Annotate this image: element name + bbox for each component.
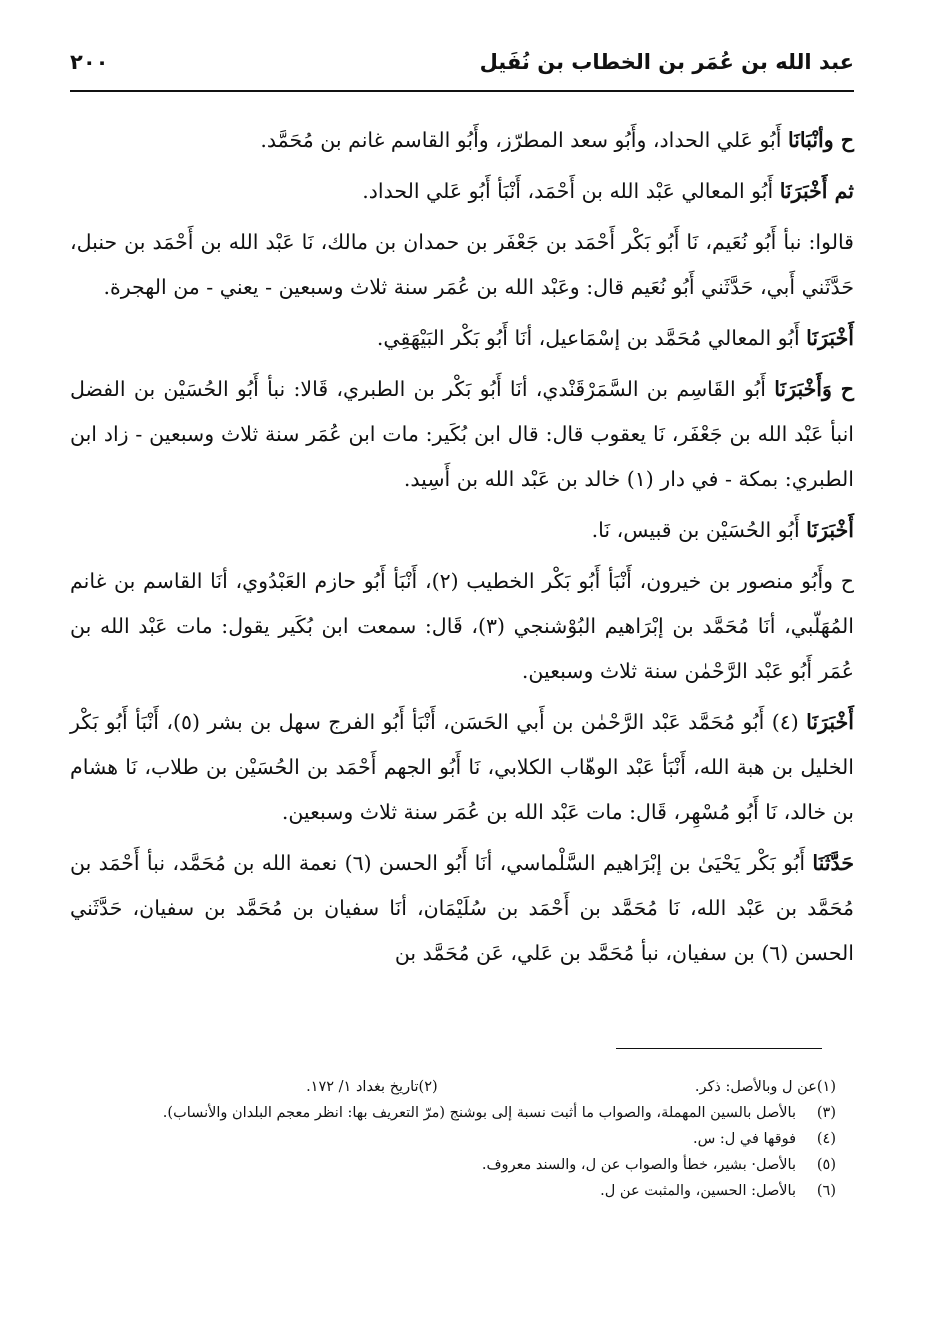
footnote (438, 1074, 836, 1100)
paragraph (70, 316, 854, 361)
paragraph (70, 559, 854, 694)
footnote (70, 1100, 836, 1126)
paragraph-lead: حَدَّثَنَا (812, 851, 854, 875)
paragraph (70, 118, 854, 163)
paragraph-lead: ح وَأَخْبَرَنَا (774, 377, 854, 401)
header-title: عبد الله بن عُمَر بن الخطاب بن نُفَيل (479, 50, 854, 74)
paragraph (70, 169, 854, 214)
paragraph-text: أَبُو القَاسِم بن السَّمَرْقَنْدي، أنَا أَبُو بَكْر بن الطبري، قَالا: نبأ أَبُو الحُسَيْن بن الفضل انبأ عَبْد الله بن جَعْفَر، نَا يعقوب قال: قال ابن بُكَير: مات ابن عُمَر سنة ثلاث وسبعين - زاد ابن الطبري: بمكة - في دار (١) خالد بن عَبْد الله بن أَسِيد. (70, 377, 854, 491)
paragraph (70, 367, 854, 502)
paragraph-lead: أَخْبَرَنَا (806, 710, 854, 734)
footnote-number: (٥) (816, 1157, 836, 1173)
footnote-number: (١) (816, 1079, 836, 1095)
footnote-pair-row (70, 1074, 836, 1100)
footnote-text: تاريخ بغداد ١/ ١٧٢. (306, 1079, 419, 1095)
footnote-text: بالأصل: الحسين، والمثبت عن ل. (600, 1183, 796, 1199)
paragraph (70, 508, 854, 553)
paragraph-lead: ح وأنْبَانَا (787, 128, 854, 152)
footnote-text: فوقها في ل: س. (692, 1131, 796, 1147)
page-number: ٢٠٠ (70, 50, 109, 74)
footnote (70, 1152, 836, 1178)
paragraph-text: أَبُو عَلي الحداد، وأَبُو سعد المطرّز، وأَبُو القاسم غانم بن مُحَمَّد. (260, 128, 788, 152)
footnote-separator (616, 1048, 822, 1049)
paragraph-text: قالوا: نبأ أَبُو نُعَيم، نَا أَبُو بَكْر أَحْمَد بن جَعْفَر بن حمدان بن مالك، نَا عَبْد الله بن أَحْمَد بن حنبل، حَدَّثَني أَبي، حَدَّثَني أَبُو نُعَيم قال: وعَبْد الله بن عُمَر سنة ثلاث وسبعين - يعني - من الهجرة. (70, 230, 854, 299)
footnote (70, 1126, 836, 1152)
paragraph-lead: أَخْبَرَنَا (806, 518, 854, 542)
footnote (70, 1074, 438, 1100)
footnote-text: بالأصل بالسين المهملة، والصواب ما أثبت نسبة إلى بوشنج (مرّ التعريف بها: انظر معجم البلدان والأنساب). (162, 1105, 796, 1121)
running-header (70, 42, 854, 92)
main-text (70, 118, 854, 982)
footnote-number: (٦) (816, 1183, 836, 1199)
paragraph-text: ح وأَبُو منصور بن خيرون، أَنْبَأ أَبُو بَكْر الخطيب (٢)، أَنْبَأ أَبُو حازم العَبْدُوي، أنَا القاسم بن غانم المُهَلّبي، أنَا مُحَمَّد بن إبْرَاهيم البُوْشنجي (٣)، قَال: سمعت ابن بُكَير يقول: مات عَبْد الله بن عُمَر أَبُو عَبْد الرَّحْمٰن سنة ثلاث وسبعين. (70, 569, 854, 683)
paragraph-text: أَبُو المعالي مُحَمَّد بن إسْمَاعيل، أنَا أَبُو بَكْر البَيْهَقِي. (376, 326, 807, 350)
paragraph-text: أَبُو بَكْر يَحْيَىٰ بن إبْرَاهيم السَّلْماسي، أنَا أَبُو الحسن (٦) نعمة الله بن مُحَمَّد، نبأ أَحْمَد بن مُحَمَّد بن عَبْد الله، نَا مُحَمَّد بن أَحْمَد بن سُلَيْمَان، أنَا سفيان بن مُحَمَّد بن سفيان، حَدَّثَني الحسن (٦) بن سفيان، نبأ مُحَمَّد بن عَلي، عَن مُحَمَّد بن (70, 851, 854, 965)
paragraph-text: أَبُو المعالي عَبْد الله بن أَحْمَد، أَنْبَأ أَبُو عَلي الحداد. (362, 179, 780, 203)
paragraph-text: أَبُو الحُسَيْن بن قبيس، نَا. (591, 518, 807, 542)
paragraph-lead: ثم أَخْبَرَنَا (779, 179, 854, 203)
footnote-text: بالأصل· بشير، خطأ والصواب عن ل، والسند معروف. (481, 1157, 796, 1173)
footnote-number: (٤) (816, 1131, 836, 1147)
footnote (70, 1178, 836, 1204)
footnote-number: (٣) (816, 1105, 836, 1121)
footnotes (70, 1074, 836, 1204)
paragraph (70, 220, 854, 310)
footnote-number: (٢) (418, 1079, 438, 1095)
paragraph-text: (٤) أَبُو مُحَمَّد عَبْد الرَّحْمٰن بن أَبي الحَسَن، أَنْبَأ أَبُو الفرج سهل بن بشر (٥)، أَنْبَأ أَبُو بَكْر الخليل بن هبة الله، أَنْبَأ عَبْد الوهّاب الكلابي، نَا أَبُو الجهم أَحْمَد بن الحُسَيْن بن طلاب، نَا هشام بن خالد، نَا أَبُو مُسْهِر، قَال: مات عَبْد الله بن عُمَر سنة ثلاث وسبعين. (70, 710, 854, 824)
paragraph (70, 841, 854, 976)
paragraph-lead: أَخْبَرَنَا (806, 326, 854, 350)
paragraph (70, 700, 854, 835)
footnote-text: عن ل وبالأصل: ذكر. (694, 1079, 817, 1095)
